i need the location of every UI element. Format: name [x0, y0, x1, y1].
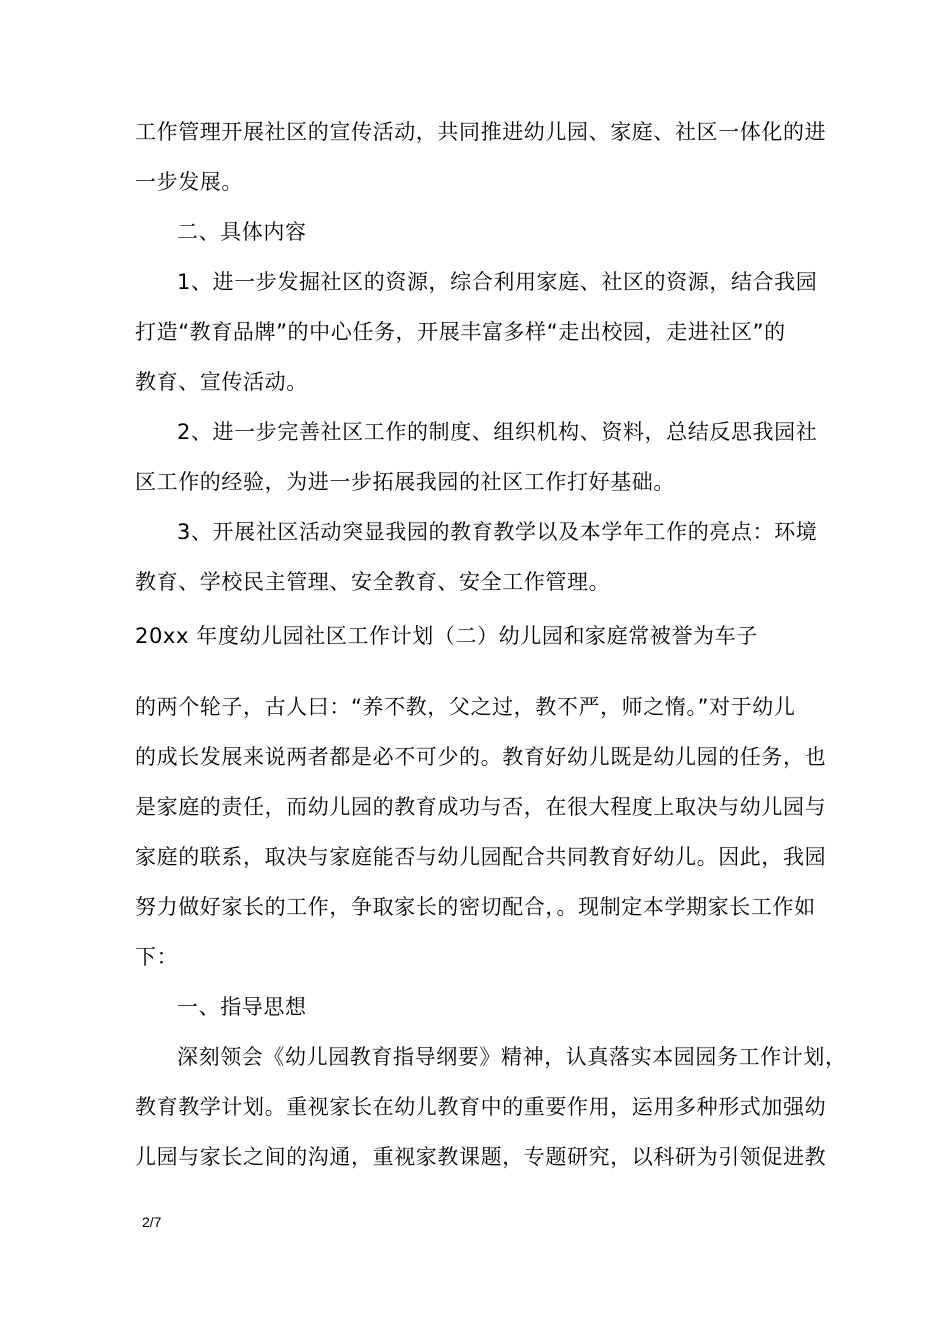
text-line: 1、进一步发掘社区的资源，综合利用家庭、社区的资源，结合我园 [177, 270, 818, 294]
text-line: 的成长发展来说两者都是必不可少的。教育好幼儿既是幼儿园的任务，也 [135, 745, 827, 769]
text-line: 教育、宣传活动。 [135, 370, 308, 394]
text-line: 工作管理开展社区的宣传活动，共同推进幼儿园、家庭、社区一体化的进 [135, 120, 827, 144]
text-line: 打造“教育品牌”的中心任务，开展丰富多样“走出校园，走进社区”的 [135, 320, 786, 344]
text-line: 是家庭的责任，而幼儿园的教育成功与否，在很大程度上取决与幼儿园与 [135, 795, 827, 819]
text-line: 努力做好家长的工作，争取家长的密切配合，。现制定本学期家长工作如 [135, 895, 816, 919]
text-line: 3、开展社区活动突显我园的教育教学以及本学年工作的亮点：环境 [177, 520, 818, 544]
text-line: 下： [135, 945, 179, 969]
page-number: 2/7 [142, 1214, 162, 1230]
text-line: 的两个轮子，古人曰：“养不教，父之过，教不严，师之惰。”对于幼儿 [135, 695, 796, 719]
text-line: 一步发展。 [135, 170, 243, 194]
section-heading: 一、指导思想 [177, 995, 307, 1019]
text-line: 家庭的联系，取决与家庭能否与幼儿园配合共同教育好幼儿。因此，我园 [135, 845, 827, 869]
section-heading: 二、具体内容 [177, 220, 307, 244]
text-line: 教育教学计划。重视家长在幼儿教育中的重要作用，运用多种形式加强幼 [135, 1095, 827, 1119]
section-title-line: 20xx 年度幼儿园社区工作计划（二）幼儿园和家庭常被誉为车子 [135, 624, 758, 648]
text-line: 区工作的经验，为进一步拓展我园的社区工作打好基础。 [135, 470, 675, 494]
text-line: 儿园与家长之间的沟通，重视家教课题，专题研究，以科研为引领促进教 [135, 1145, 827, 1169]
text-line: 2、进一步完善社区工作的制度、组织机构、资料，总结反思我园社 [177, 420, 818, 444]
text-line: 深刻领会《幼儿园教育指导纲要》精神，认真落实本园园务工作计划， [177, 1045, 847, 1069]
text-line: 教育、学校民主管理、安全教育、安全工作管理。 [135, 570, 611, 594]
